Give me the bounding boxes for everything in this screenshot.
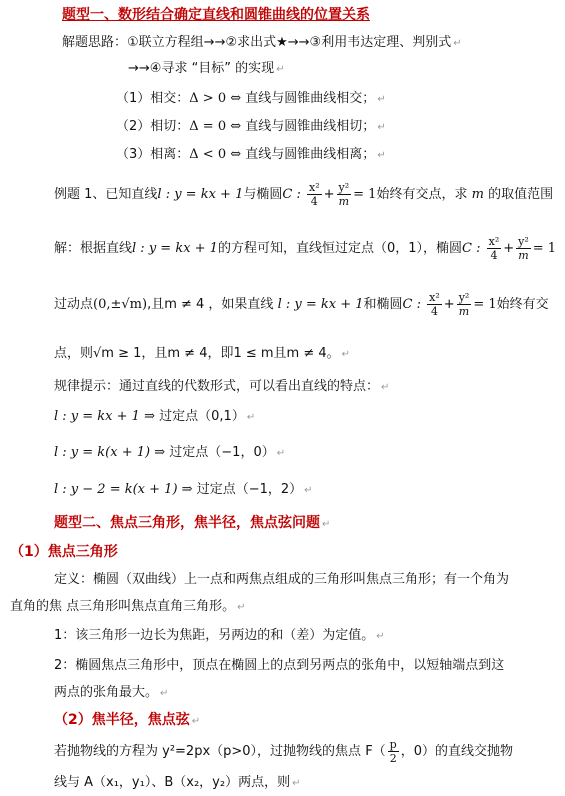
case-separate [116,146,386,165]
solution-conclusion: 点，则√m ≥ 1，且m ≠ 4，即1 ≤ m且m ≠ 4。 [54,346,340,361]
example-suffix: 始终有交点，求 [376,187,468,202]
solution-text: 始终有交 [496,297,549,312]
tip-1 [54,408,255,427]
definition-line-2: 直角的焦 点三角形叫焦点直角三角形。 ↵ [10,599,246,614]
paragraph-mark: ↵ [304,485,313,496]
case-label: （3）相离： [116,147,190,162]
solution-ellipse-label: C : [462,241,481,256]
sub1-title: （1）焦点三角形 [10,544,118,560]
sub2-title: （2）焦半径，焦点弦 [54,712,190,728]
paragraph-mark: ↵ [381,382,390,393]
fraction-y2-m: $\frac{\text{y²}}{m}$ [338,181,350,208]
case-text: 直线与圆锥曲线相离； [245,147,376,162]
solution-text: ,且m ≠ 4 ，如果直线 [147,297,274,312]
iff-icon: ⇔ [230,119,242,134]
paragraph-mark: ↵ [276,448,286,459]
approach-line-1 [62,34,462,53]
implies-icon: ⇒ [181,482,193,497]
example-1: 例题 1、已知直线l : y = kx + 1与椭圆C : $\frac{\text{x²}}{4}$ + $\frac{\text{y²}}{m}$ = 1始终有交点，求 m 的取值范围 [54,181,554,208]
parabola-text: ，0）的直线交抛物 [400,744,513,759]
example-line-eq: l : y = kx + 1 [157,187,244,202]
example-ellipse-label: C : [282,187,301,202]
case-text: 直线与圆锥曲线相交； [245,91,376,106]
paragraph-mark: ↵ [376,631,385,642]
solution-line-3 [54,345,350,364]
case-condition: Δ = 0 [189,119,227,134]
section2-title: 题型二、焦点三角形，焦半径，焦点弦问题 [54,515,320,531]
implies-icon: ⇒ [144,409,155,424]
equals-one: = 1 [532,241,557,256]
paragraph-mark: ↵ [237,602,246,613]
tip-equation: l : y − 2 = k(x + 1) [54,482,178,497]
solution-ellipse-label: C : [402,297,422,312]
solution-line-1: 解：根据直线l : y = kx + 1的方程可知，直线恒过定点（0，1），椭圆C : $\frac{\text{x²}}{4}$ + $\frac{\text{y²}}{m}$ = 1 [54,235,557,262]
example-var: m [471,187,484,202]
section2-title-row [54,514,330,534]
paragraph-mark: ↵ [276,64,285,75]
solution-mid: 的方程可知，直线恒过定点（0，1），椭圆 [217,241,463,256]
approach-prefix: 解题思路： [62,35,128,50]
paragraph-mark: ↵ [453,38,462,49]
solution-line-2: 过动点(0,±√m),且m ≠ 4 ，如果直线 l : y = kx + 1和椭圆C : $\frac{\text{x²}}{4}$ + $\frac{\text{y²}}{m}$ = 1始终有交 [54,291,549,318]
parabola-text: 若抛物线的方程为 y²=2px（p>0），过抛物线的焦点 F（ [54,744,386,759]
tip-equation: l : y = k(x + 1) [54,445,151,460]
equals-one: = 1 [473,297,497,312]
iff-icon: ⇔ [230,91,242,106]
solution-text: 过动点 [54,297,94,312]
paragraph-mark: ↵ [322,519,331,530]
point-2-line-1: 2：椭圆焦点三角形中，顶点在椭圆上的点到另两点的张角中，以短轴端点到这 [54,658,505,673]
point-2-line-2: 两点的张角最大。 ↵ [54,685,169,700]
paragraph-mark: ↵ [377,122,386,133]
approach-steps-1: ①联立方程组→→②求出式★→→③利用韦达定理、判别式 [127,35,452,50]
definition-line-1: 定义：椭圆（双曲线）上一点和两焦点组成的三角形叫焦点三角形；有一个角为 [54,572,510,587]
moving-point: (0,±√m) [93,297,148,312]
solution-line-eq: l : y = kx + 1 [132,241,218,256]
tip-3 [54,481,313,500]
section1-title: 题型一、数形结合确定直线和圆锥曲线的位置关系 [62,7,370,23]
equals-one: = 1 [353,187,377,202]
example-mid: 与椭圆 [243,187,283,202]
example-prefix: 例题 1、已知直线 [54,187,158,202]
paragraph-mark: ↵ [377,150,386,161]
tip-2 [54,444,285,463]
tip-title: 规律提示：通过直线的代数形式，可以看出直线的特点： ↵ [54,379,390,394]
paragraph-mark: ↵ [377,94,386,105]
tip-text: 过定点（−1，0） [169,445,275,460]
tip-equation: l : y = kx + 1 [54,409,140,424]
implies-icon: ⇒ [154,445,166,460]
point-1: 1：该三角形一边长为焦距，另两边的和（差）为定值。 ↵ [54,628,385,643]
paragraph-mark: ↵ [160,688,169,699]
solution-line-eq: l : y = kx + 1 [277,297,364,312]
example-end: 的取值范围 [488,187,554,202]
case-condition: Δ > 0 [189,91,227,106]
solution-text: 和椭圆 [363,297,403,312]
fraction-p-2: $\frac{p}{2}$ [389,738,397,765]
paragraph-mark: ↵ [341,349,351,360]
parabola-line-2: 线与 A（x₁，y₁）、B（x₂，y₂）两点，则 ↵ [54,775,301,790]
parabola-line-1 [54,737,513,767]
tip-text: 过定点（−1，2） [196,482,303,497]
fraction-x2-4: $\frac{\text{x²}}{4}$ [488,235,500,262]
case-intersect [116,90,386,109]
fraction-x2-4: $\frac{\text{x²}}{4}$ [308,181,320,208]
case-label: （2）相切： [116,119,190,134]
fraction-x2-4: $\frac{\text{x²}}{4}$ [429,291,440,318]
iff-icon: ⇔ [230,147,242,162]
approach-line-2 [128,60,285,79]
case-text: 直线与圆锥曲线相切； [245,119,376,134]
paragraph-mark: ↵ [292,778,301,789]
solution-prefix: 解：根据直线 [54,241,133,256]
case-condition: Δ < 0 [189,147,227,162]
fraction-y2-m: $\frac{\text{y²}}{m}$ [518,235,529,262]
case-tangent [116,118,386,137]
approach-steps-2: →→④寻求 “目标” 的实现 [128,61,275,76]
paragraph-mark: ↵ [191,716,201,727]
case-label: （1）相交： [116,91,190,106]
fraction-y2-m: $\frac{\text{y²}}{m}$ [458,291,470,318]
sub2-title-row [54,711,200,731]
paragraph-mark: ↵ [246,412,256,423]
tip-text: 过定点（0,1） [159,409,245,424]
